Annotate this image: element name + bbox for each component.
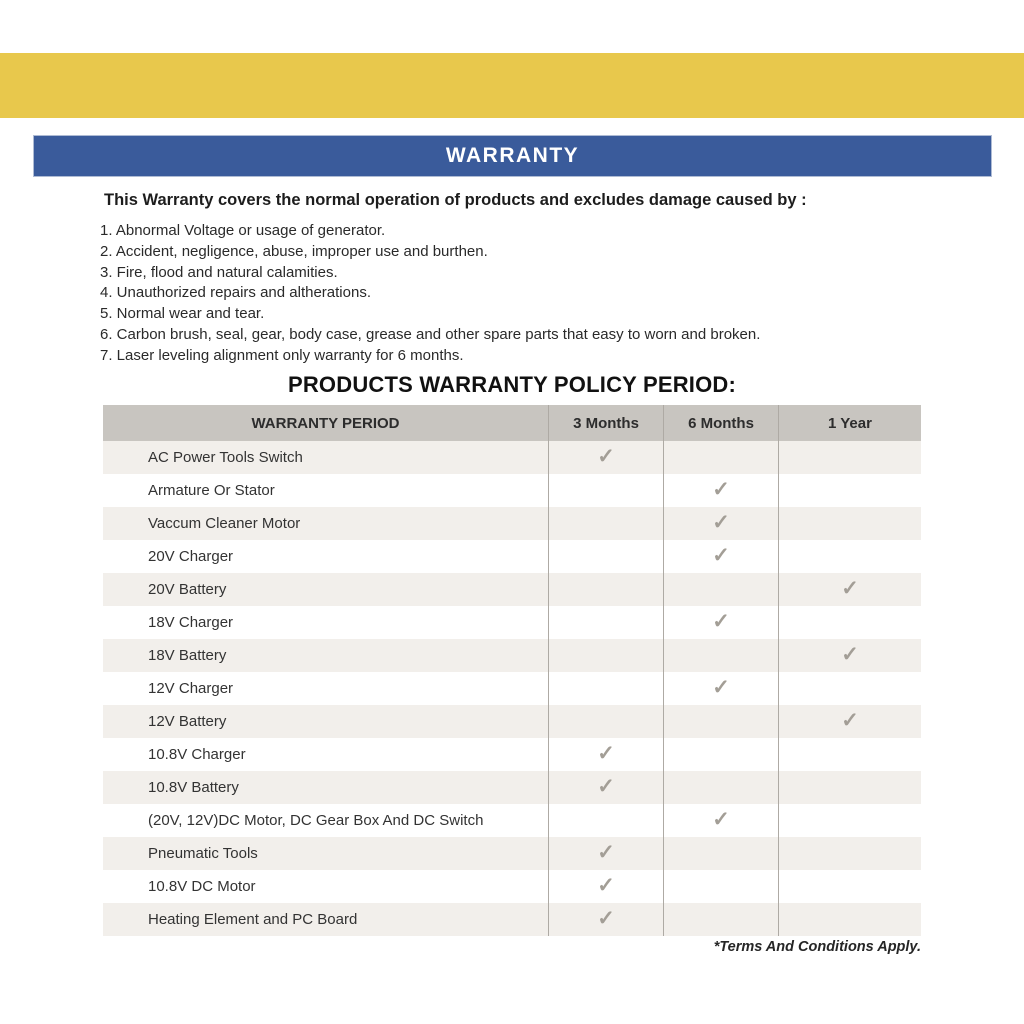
product-name-cell: 20V Charger [148, 548, 234, 565]
terms-note: *Terms And Conditions Apply. [713, 939, 921, 955]
period-cell [548, 639, 663, 672]
check-icon: ✓ [597, 742, 615, 765]
yellow-banner [0, 53, 1024, 118]
exclusion-item: 6. Carbon brush, seal, gear, body case, grease and other spare parts that easy to worn and broken. [100, 325, 761, 343]
table-row [103, 474, 921, 507]
table-header-row [103, 405, 921, 441]
table-title: PRODUCTS WARRANTY POLICY PERIOD: [287, 372, 737, 397]
period-cell [778, 441, 921, 474]
check-icon: ✓ [712, 808, 730, 831]
period-cell [778, 837, 921, 870]
exclusion-item: 3. Fire, flood and natural calamities. [100, 263, 338, 281]
check-icon: ✓ [712, 478, 730, 501]
period-cell [548, 870, 663, 903]
period-cell [663, 441, 778, 474]
period-cell [663, 540, 778, 573]
period-cell [548, 771, 663, 804]
period-cell [778, 804, 921, 837]
period-cell [663, 606, 778, 639]
table-row [103, 540, 921, 573]
exclusion-item: 5. Normal wear and tear. [100, 305, 265, 323]
period-cell [548, 903, 663, 936]
check-icon: ✓ [712, 610, 730, 633]
exclusion-list [100, 221, 960, 367]
period-cell [778, 705, 921, 738]
warranty-table [103, 405, 921, 936]
table-row [103, 672, 921, 705]
period-cell [778, 903, 921, 936]
intro-heading: This Warranty covers the normal operation of products and excludes damage caused by : [104, 191, 807, 209]
period-cell [663, 771, 778, 804]
table-row [103, 507, 921, 540]
table-row [103, 771, 921, 804]
table-row [103, 903, 921, 936]
period-cell [548, 474, 663, 507]
period-cell [663, 474, 778, 507]
column-header: 6 Months [663, 405, 778, 441]
period-cell [663, 870, 778, 903]
period-cell [778, 771, 921, 804]
period-cell [663, 903, 778, 936]
period-cell [663, 639, 778, 672]
check-icon: ✓ [712, 511, 730, 534]
table-row [103, 573, 921, 606]
period-cell [778, 573, 921, 606]
period-cell [548, 540, 663, 573]
check-icon: ✓ [597, 841, 615, 864]
product-name-cell: Armature Or Stator [148, 482, 275, 499]
period-cell [548, 705, 663, 738]
period-cell [548, 606, 663, 639]
page-title: WARRANTY [445, 144, 580, 167]
table-row [103, 441, 921, 474]
period-cell [778, 507, 921, 540]
check-icon: ✓ [841, 577, 859, 600]
product-name-cell: 10.8V Battery [148, 779, 239, 796]
period-cell [663, 837, 778, 870]
period-cell [663, 804, 778, 837]
column-header: WARRANTY PERIOD [251, 414, 400, 432]
period-cell [548, 672, 663, 705]
period-cell [548, 738, 663, 771]
product-name-cell: 18V Charger [148, 614, 234, 631]
column-header: 1 Year [778, 405, 921, 441]
exclusion-item: 2. Accident, negligence, abuse, improper use and burthen. [100, 242, 488, 260]
check-icon: ✓ [597, 874, 615, 897]
exclusion-item: 4. Unauthorized repairs and altherations. [100, 284, 371, 302]
product-name-cell: 18V Battery [148, 647, 227, 664]
period-cell [778, 738, 921, 771]
check-icon: ✓ [712, 544, 730, 567]
table-row [103, 639, 921, 672]
period-cell [663, 672, 778, 705]
product-name-cell: Pneumatic Tools [148, 845, 258, 862]
period-cell [548, 804, 663, 837]
table-row [103, 606, 921, 639]
period-cell [778, 540, 921, 573]
table-row [103, 738, 921, 771]
check-icon: ✓ [712, 676, 730, 699]
period-cell [778, 474, 921, 507]
period-cell [548, 573, 663, 606]
check-icon: ✓ [597, 445, 615, 468]
product-name-cell: 10.8V Charger [148, 746, 246, 763]
product-name-cell: (20V, 12V)DC Motor, DC Gear Box And DC Switch [148, 812, 484, 829]
period-cell [778, 870, 921, 903]
period-cell [778, 672, 921, 705]
table-row [103, 870, 921, 903]
period-cell [663, 573, 778, 606]
check-icon: ✓ [597, 775, 615, 798]
check-icon: ✓ [597, 907, 615, 930]
product-name-cell: 12V Battery [148, 713, 227, 730]
product-name-cell: AC Power Tools Switch [148, 449, 303, 466]
check-icon: ✓ [841, 709, 859, 732]
check-icon: ✓ [841, 643, 859, 666]
period-cell [778, 639, 921, 672]
warranty-header-bar [33, 135, 992, 177]
product-name-cell: Vaccum Cleaner Motor [148, 515, 301, 532]
period-cell [663, 738, 778, 771]
table-row [103, 837, 921, 870]
table-row [103, 705, 921, 738]
period-cell [663, 705, 778, 738]
period-cell [548, 507, 663, 540]
exclusion-item: 7. Laser leveling alignment only warranty for 6 months. [100, 346, 464, 364]
period-cell [778, 606, 921, 639]
table-row [103, 804, 921, 837]
exclusion-item: 1. Abnormal Voltage or usage of generator. [100, 222, 386, 239]
period-cell [663, 507, 778, 540]
product-name-cell: Heating Element and PC Board [148, 911, 358, 928]
column-header: 3 Months [548, 405, 663, 441]
product-name-cell: 12V Charger [148, 680, 234, 697]
period-cell [548, 837, 663, 870]
product-name-cell: 20V Battery [148, 581, 227, 598]
product-name-cell: 10.8V DC Motor [148, 878, 256, 895]
period-cell [548, 441, 663, 474]
